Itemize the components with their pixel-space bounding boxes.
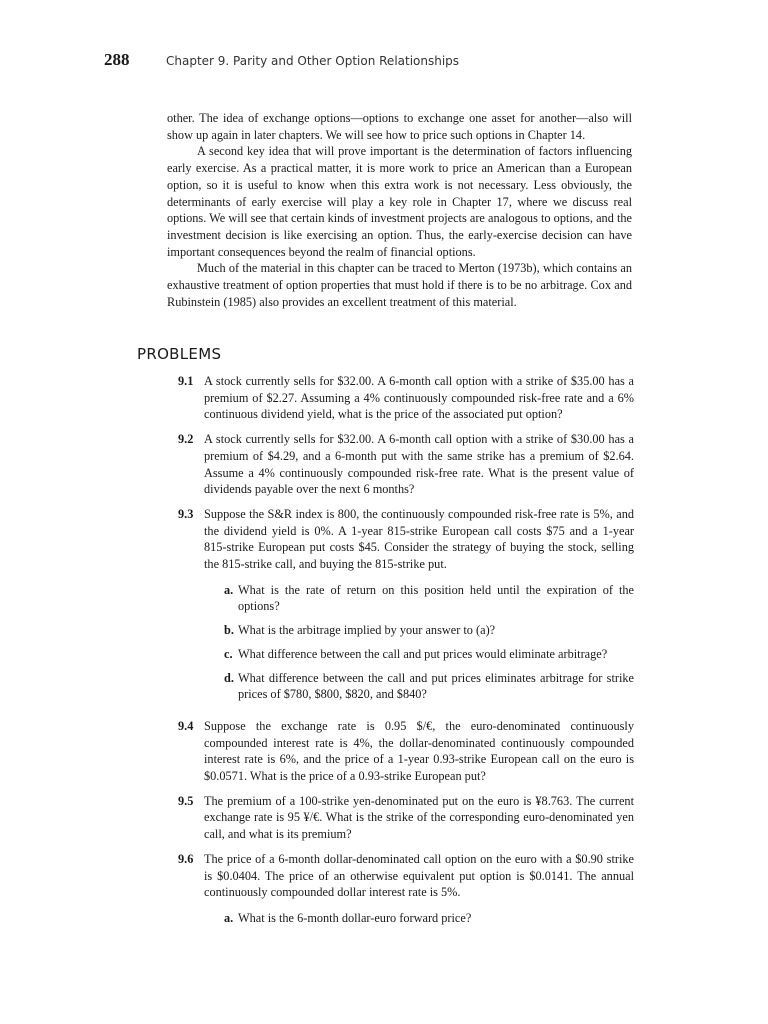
problem-content [204, 793, 634, 843]
subpart-letter: b. [224, 623, 234, 638]
problem-text: A stock currently sells for $32.00. A 6-month call option with a strike of $30.00 has a premium of $4.29, and a 6-month put with the same strike has a premium of $2.64. Assume a 4% continuously compounded risk-free rate. What is the present value of dividends payable over the next 6 months? [204, 432, 634, 497]
problem-number: 9.6 [178, 851, 194, 866]
page-header [104, 49, 724, 73]
problem-number: 9.5 [178, 793, 194, 808]
subpart [224, 582, 634, 615]
problem [178, 718, 634, 785]
body-text [167, 110, 632, 310]
subpart-letter: d. [224, 670, 234, 685]
section-heading: PROBLEMS [137, 345, 222, 363]
subpart [224, 646, 634, 663]
subpart-text: What is the 6-month dollar-euro forward price? [238, 910, 472, 925]
subpart-letter: a. [224, 910, 234, 925]
subpart-text: What difference between the call and put prices eliminates arbitrage for strike prices of $780, $800, $820, and $840? [238, 670, 634, 702]
subpart [224, 670, 634, 703]
problem-content [204, 506, 634, 710]
problem-text: Suppose the exchange rate is 0.95 $/€, the euro-denominated continuously compounded interest rate is 4%, the dollar-denominated continuously compounded interest rate is 6%, and the price of a 1-year 0.93-strike European call on the euro is $0.0571. What is the price of a 0.93-strike European put? [204, 718, 634, 784]
problem-content [204, 851, 634, 934]
subpart-letter: a. [224, 582, 234, 597]
subpart-text: What is the arbitrage implied by your answer to (a)? [238, 623, 496, 638]
problem-number: 9.4 [178, 718, 194, 733]
problem [178, 506, 634, 710]
subpart-letter: c. [224, 646, 233, 661]
problem-text: The premium of a 100-strike yen-denominated put on the euro is ¥8.763. The current exchange rate is 95 ¥/€. What is the strike of the corresponding euro-denominated yen call, and what is its premium? [204, 793, 634, 842]
subpart [224, 622, 634, 639]
problem-text: Suppose the S&R index is 800, the continuously compounded risk-free rate is 5%, and the dividend yield is 0%. A 1-year 815-strike European call costs $75 and a 1-year 815-strike European put costs $45. Consider the strategy of buying the stock, selling the 815-strike call, and buying the 815-strike put. [204, 506, 634, 572]
problem-number: 9.1 [178, 374, 194, 388]
problem-list [178, 373, 634, 942]
problem-content [204, 373, 634, 423]
problem-text: A stock currently sells for $32.00. A 6-month call option with a strike of $35.00 has a premium of $2.27. Assuming a 4% continuously compounded risk-free rate and a 6% continuous dividend yield, what is the price of the associated put option? [204, 374, 634, 422]
page-number: 288 [104, 50, 130, 69]
problem [178, 851, 634, 934]
paragraph: other. The idea of exchange options—options to exchange one asset for another—also will show up again in later chapters. We will see how to price such options in Chapter 14. [167, 111, 632, 142]
problem-text: The price of a 6-month dollar-denominated call option on the euro with a $0.90 strike is $0.0404. The price of an otherwise equivalent put option is $0.0141. The annual continuously compounded dollar interest rate is 5%. [204, 851, 634, 900]
problem-number: 9.3 [178, 506, 194, 521]
problem [178, 373, 634, 423]
problem [178, 793, 634, 843]
running-head: Chapter 9. Parity and Other Option Relationships [166, 54, 460, 68]
paragraph: A second key idea that will prove important is the determination of factors influencing early exercise. As a practical matter, it is more work to price an American than a European option, so it is useful to know when this extra work is not necessary. Less obviously, the determinants of early exercise will play a key role in Chapter 17, where we discuss real options. We will see that certain kinds of investment projects are analogous to options, and the investment decision is like exercising an option. Thus, the early-exercise decision can have important consequences beyond the realm of financial options. [167, 144, 632, 259]
subpart [224, 910, 634, 927]
problem-content [204, 718, 634, 785]
subpart-text: What is the rate of return on this position held until the expiration of the options? [238, 582, 634, 614]
problem [178, 431, 634, 498]
problem-number: 9.2 [178, 432, 194, 447]
subpart-list [224, 910, 634, 927]
subpart-text: What difference between the call and put prices would eliminate arbitrage? [238, 646, 608, 661]
subpart-list [224, 582, 634, 703]
problem-content [204, 431, 634, 498]
paragraph: Much of the material in this chapter can be traced to Merton (1973b), which contains an exhaustive treatment of option properties that must hold if there is to be no arbitrage. Cox and Rubinstein (1985) also provides an excellent treatment of this material. [167, 261, 632, 309]
